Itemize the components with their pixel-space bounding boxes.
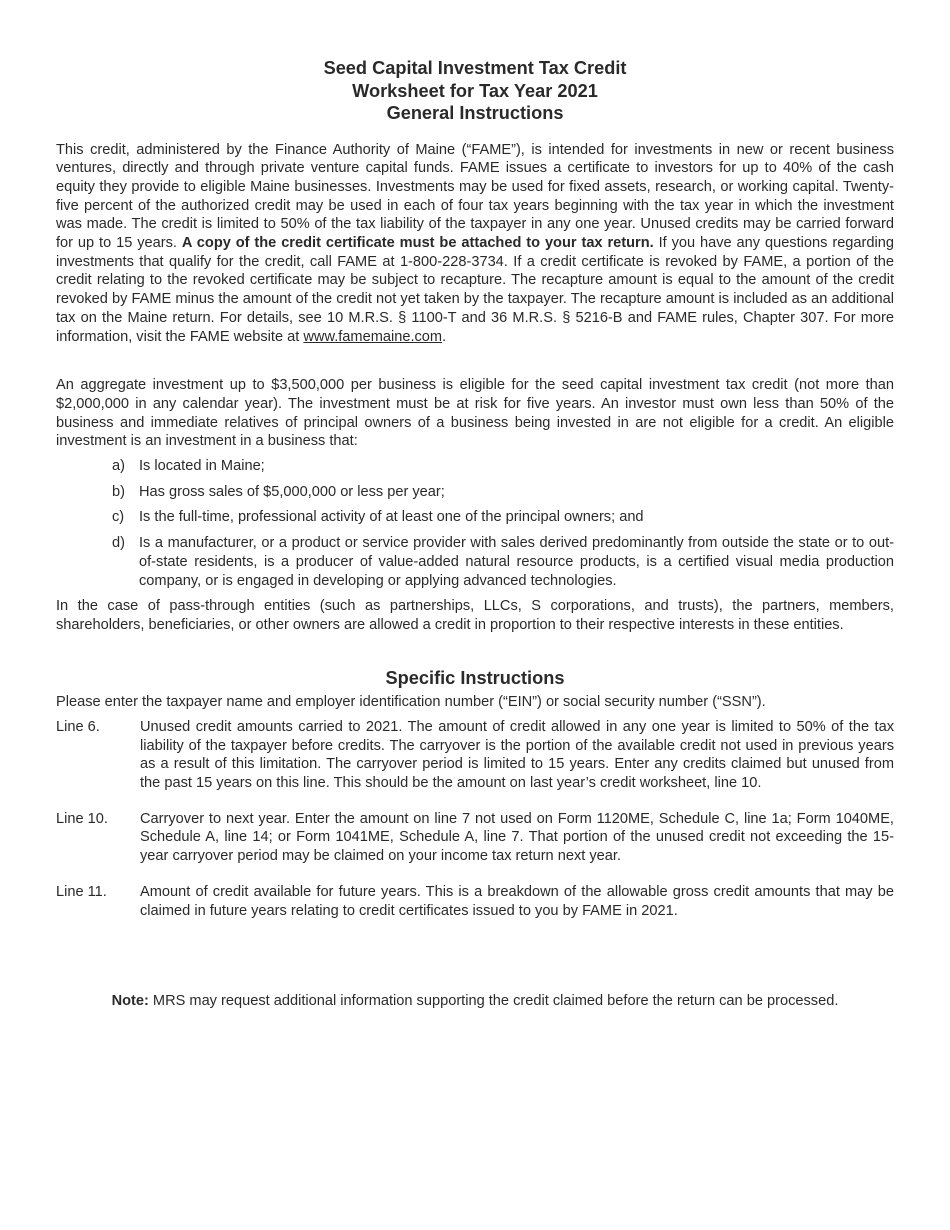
list-item-letter: b) [112, 483, 125, 500]
list-item-letter: c) [112, 509, 125, 526]
list-item [56, 457, 894, 476]
line-label: Line 11. [56, 883, 107, 900]
intro-text-part1: This credit, administered by the Finance Authority of Maine (“FAME”), is intended for investments in new or recent business ventures, directly and through private venture capital funds. FAME issues a certificate to investors for up to 40% of the cash equity they provide to eligible Maine businesses. Investments may be used for fixed assets, research, or working capital. Twenty-five percent of the authorized credit may be used in each of four tax years beginning with the tax year in which the investment was made. The credit is limited to 50% of the tax liability of the taxpayer in any one year. Unused credits may be carried forward for up to 15 years. [56, 141, 894, 252]
list-item-letter: a) [112, 458, 125, 475]
line-description: Unused credit amounts carried to 2021. The amount of credit allowed in any one year is limited to 50% of the tax liability of the taxpayer before credits. The carryover is the portion of the available credit not used in previous years as a result of this limitation. The carryover period is limited to 15 years. Enter any credits claimed but unused from the past 15 years on this line. This should be the amount on last year’s credit worksheet, line 10. [140, 718, 894, 791]
specific-instructions-heading: Specific Instructions [385, 667, 565, 688]
list-item [56, 483, 894, 502]
document-subtitle: Worksheet for Tax Year 2021 [352, 80, 598, 101]
eligibility-criteria-list [56, 457, 894, 590]
line-description: Amount of credit available for future years. This is a breakdown of the allowable gross credit amounts that may be claimed in future years relating to credit certificates issued to you by FAME in 2021. [140, 883, 894, 919]
line-description: Carryover to next year. Enter the amount on line 7 not used on Form 1120ME, Schedule C, line 1a; Form 1040ME, Schedule A, line 14; or Form 1041ME, Schedule A, line 7. That portion of the unused credit not exceeding the 15-year carryover period may be claimed on your income tax return next year. [140, 810, 894, 865]
note-text: MRS may request additional information supporting the credit claimed before the return can be processed. [148, 993, 839, 1010]
line-label: Line 6. [56, 718, 100, 735]
list-item-text: Is a manufacturer, or a product or service provider with sales derived predominantly from outside the state or to out-of-state residents, is a producer of value-added natural resource products, is a certified visual media production company, or is engaged in developing or applying advanced technologies. [139, 535, 894, 589]
line-label: Line 10. [56, 810, 108, 827]
pass-through-paragraph: In the case of pass-through entities (such as partnerships, LLCs, S corporations, and trusts), the partners, members, shareholders, beneficiaries, or other owners are allowed a credit in proportion to their respective interests in these entities. [56, 598, 894, 633]
specific-intro: Please enter the taxpayer name and employer identification number (“EIN”) or social security number (“SSN”). [56, 694, 766, 711]
list-item-text: Has gross sales of $5,000,000 or less per year; [139, 483, 445, 500]
general-instructions-heading: General Instructions [386, 103, 564, 123]
intro-paragraph [56, 141, 894, 347]
line-instruction-10 [56, 810, 894, 866]
eligibility-paragraph: An aggregate investment up to $3,500,000 per business is eligible for the seed capital investment tax credit (not more than $2,000,000 in any calendar year). The investment must be at risk for five years. An investor must own less than 50% of the business and immediate relatives of principal owners of a business being invested in are not eligible for a credit. An eligible investment is an investment in a business that: [56, 377, 894, 450]
list-item [56, 534, 894, 590]
line-instruction-6 [56, 718, 894, 793]
list-item [56, 508, 894, 527]
list-item-text: Is the full-time, professional activity of at least one of the principal owners; and [139, 509, 644, 526]
intro-text-part2: If you have any questions regarding investments that qualify for the credit, call FAME at 1-800-228-3734. If a credit certificate is revoked by FAME, a portion of the credit relating to the revoked certificate may be subject to recapture. The recapture amount is equal to the amount of the credit revoked by FAME minus the amount of the credit not yet taken by the taxpayer. The recapture amount is included as an additional tax on the Maine return. For details, see 10 M.R.S. § 1100-T and 36 M.R.S. § 5216-B and FAME rules, Chapter 307. For more information, visit the FAME website at [56, 235, 894, 345]
line-instruction-11 [56, 883, 894, 920]
document-title: Seed Capital Investment Tax Credit [323, 58, 627, 78]
list-item-text: Is located in Maine; [139, 458, 265, 475]
list-item-letter: d) [112, 535, 125, 552]
title-block [56, 57, 894, 125]
fame-website-link[interactable]: www.famemaine.com [303, 328, 443, 345]
certificate-requirement: A copy of the credit certificate must be attached to your tax return. [181, 235, 654, 252]
intro-text-end: . [442, 328, 447, 345]
note-label: Note: [111, 993, 149, 1010]
note [56, 992, 894, 1011]
